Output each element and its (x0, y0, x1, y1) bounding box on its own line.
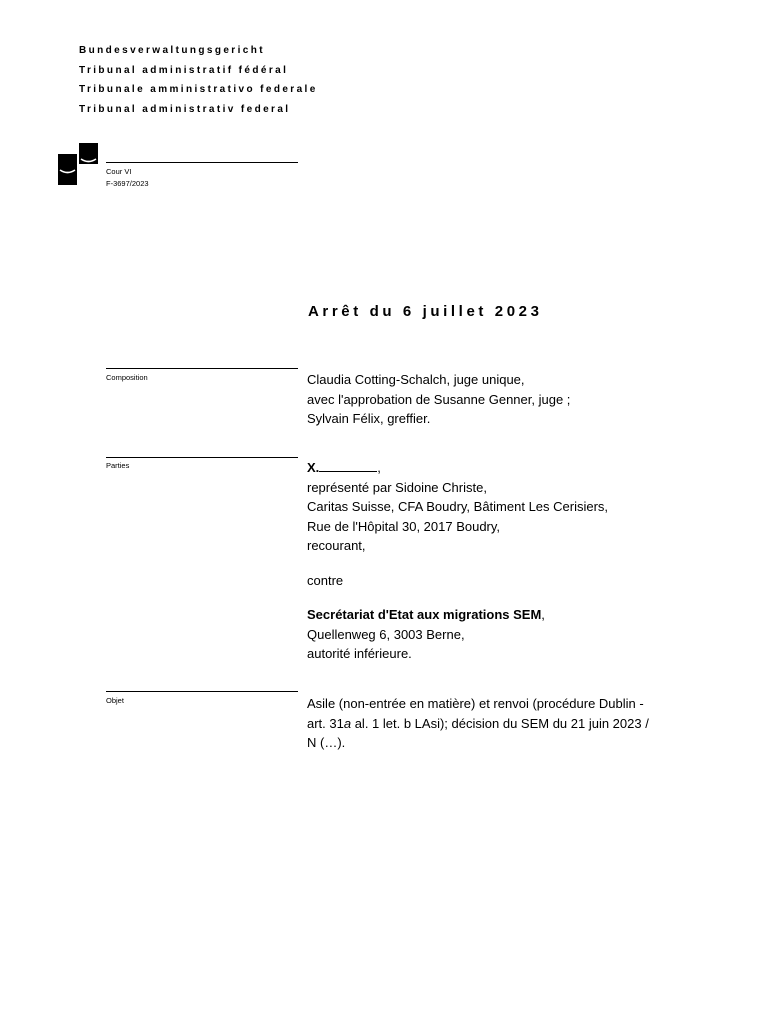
appellant-line: recourant, (307, 538, 366, 553)
court-name-rm: Tribunal administrativ federal (79, 103, 291, 115)
appellant-line: Caritas Suisse, CFA Boudry, Bâtiment Les Cerisiers, (307, 499, 609, 514)
court-name-de: Bundesverwaltungsgericht (79, 45, 265, 56)
court-name-fr: Tribunal administratif fédéral (79, 64, 289, 76)
court-name-it: Tribunale amministrativo federale (79, 84, 318, 95)
judgment-title: Arrêt du 6 juillet 2023 (308, 303, 543, 320)
composition-line: avec l'approbation de Susanne Genner, juge ; (307, 391, 571, 407)
object-line (307, 714, 649, 734)
authority-name-line (307, 605, 608, 625)
authority-name: Secrétariat d'Etat aux migrations SEM (307, 607, 542, 622)
composition-line: Sylvain Félix, greffier. (307, 411, 431, 426)
object-rule (106, 691, 298, 692)
court-division: Cour VI (106, 167, 132, 176)
composition-label: Composition (106, 373, 148, 382)
anonymized-blank (319, 459, 377, 472)
authority-line: autorité inférieure. (307, 646, 412, 661)
case-number: F-3697/2023 (106, 179, 149, 188)
appellant-line: Rue de l'Hôpital 30, 2017 Boudry, (307, 518, 501, 534)
object-line-italic: a (343, 715, 352, 731)
object-line-part: al. 1 let. b LAsi); décision du SEM du 21 juin 2023 / (351, 715, 649, 731)
object-line: N (…). (307, 735, 346, 750)
court-names (79, 41, 318, 119)
header-rule (106, 162, 298, 163)
appellant-suffix: , (377, 460, 381, 475)
object-line: Asile (non-entrée en matière) et renvoi (procédure Dublin - (307, 696, 644, 711)
object-label: Objet (106, 696, 124, 705)
parties-block (307, 458, 608, 664)
composition-block (307, 370, 570, 429)
court-logo-icon (58, 143, 98, 185)
versus-text: contre (307, 572, 344, 588)
parties-rule (106, 457, 298, 458)
composition-rule (106, 368, 298, 369)
composition-line: Claudia Cotting-Schalch, juge unique, (307, 372, 525, 387)
object-block (307, 694, 649, 753)
appellant-line: représenté par Sidoine Christe, (307, 479, 487, 495)
object-line-part: art. 31 (307, 715, 344, 731)
parties-label: Parties (106, 461, 130, 470)
appellant-name-line (307, 458, 608, 478)
appellant-name: X. (307, 460, 320, 475)
authority-suffix: , (541, 607, 545, 622)
authority-line: Quellenweg 6, 3003 Berne, (307, 626, 465, 642)
